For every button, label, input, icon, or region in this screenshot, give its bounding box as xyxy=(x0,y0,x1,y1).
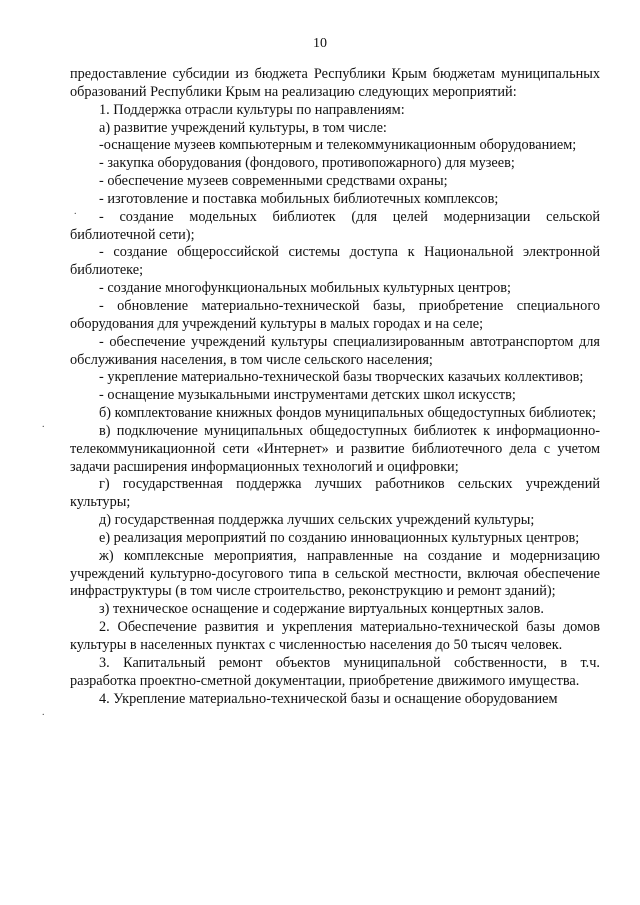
paragraph-bullet: - создание общероссийской системы доступа к Национальной электронной библиотеке; xyxy=(70,244,600,279)
paragraph-bullet: - создание модельных библиотек (для целей модернизации сельской библиотечной сети); xyxy=(70,208,600,243)
paragraph-bullet: - закупка оборудования (фондового, противопожарного) для музеев; xyxy=(99,155,515,172)
paragraph-bullet: - оснащение музыкальными инструментами детских школ искусств; xyxy=(99,387,516,404)
paragraph-bullet: - обеспечение учреждений культуры специализированным автотранспортом для обслуживания населения, в том числе сельского населения; xyxy=(70,333,600,368)
paragraph-intro: предоставление субсидии из бюджета Республики Крым бюджетам муниципальных образований Республики Крым на реализацию следующих мероприятий: xyxy=(70,66,600,100)
paragraph-bullet: -оснащение музеев компьютерным и телекоммуникационным оборудованием; xyxy=(99,137,577,154)
scan-artifact-dot: . xyxy=(74,206,77,217)
paragraph-bullet: - укрепление материально-технической базы творческих казачьих коллективов; xyxy=(99,369,584,386)
paragraph-bullet: - обновление материально-технической базы, приобретение специального оборудования для учреждений культуры в малых городах и на селе; xyxy=(70,297,600,332)
paragraph-item-1e: е) реализация мероприятий по созданию инновационных культурных центров; xyxy=(99,529,580,546)
paragraph-item-1zh: ж) комплексные мероприятия, направленные на создание и модернизацию учреждений культурно-досугового типа в сельской местности, включая обеспечение инфраструктуры (в том числе строительство, реконструкцию и ремонт зданий); xyxy=(70,547,600,600)
paragraph-item-2: 2. Обеспечение развития и укрепления материально-технической базы домов культуры в населенных пунктах с численностью населения до 50 тысяч человек. xyxy=(70,619,600,653)
scan-artifact-dot: . xyxy=(42,419,45,430)
paragraph-item-4: 4. Укрепление материально-технической базы и оснащение оборудованием xyxy=(99,690,558,707)
paragraph-item-1z: з) техническое оснащение и содержание виртуальных концертных залов. xyxy=(99,601,544,618)
paragraph-item-1g: г) государственная поддержка лучших работников сельских учреждений культуры; xyxy=(70,476,600,511)
paragraph-item-1a: а) развитие учреждений культуры, в том числе: xyxy=(99,119,387,136)
paragraph-item-3: 3. Капитальный ремонт объектов муниципальной собственности, в т.ч. разработка проектно-сметной документации, приобретение движимого имущества. xyxy=(70,654,600,689)
page-number: 10 xyxy=(313,36,327,51)
scan-artifact-dot: . xyxy=(42,707,45,718)
paragraph-item-1b: б) комплектование книжных фондов муниципальных общедоступных библиотек; xyxy=(99,405,597,422)
paragraph-item-1d: д) государственная поддержка лучших сельских учреждений культуры; xyxy=(99,512,535,529)
paragraph-bullet: - изготовление и поставка мобильных библиотечных комплексов; xyxy=(99,190,499,207)
paragraph-item-1v: в) подключение муниципальных общедоступных библиотек к информационно-телекоммуникационной сети «Интернет» и развитие библиотечного дела с учетом задачи расширения информационных технологий и оцифровки; xyxy=(70,422,600,475)
document-body xyxy=(70,66,600,708)
paragraph-item-1: 1. Поддержка отрасли культуры по направлениям: xyxy=(99,101,405,118)
paragraph-bullet: - создание многофункциональных мобильных культурных центров; xyxy=(99,280,511,297)
paragraph-bullet: - обеспечение музеев современными средствами охраны; xyxy=(99,173,448,190)
